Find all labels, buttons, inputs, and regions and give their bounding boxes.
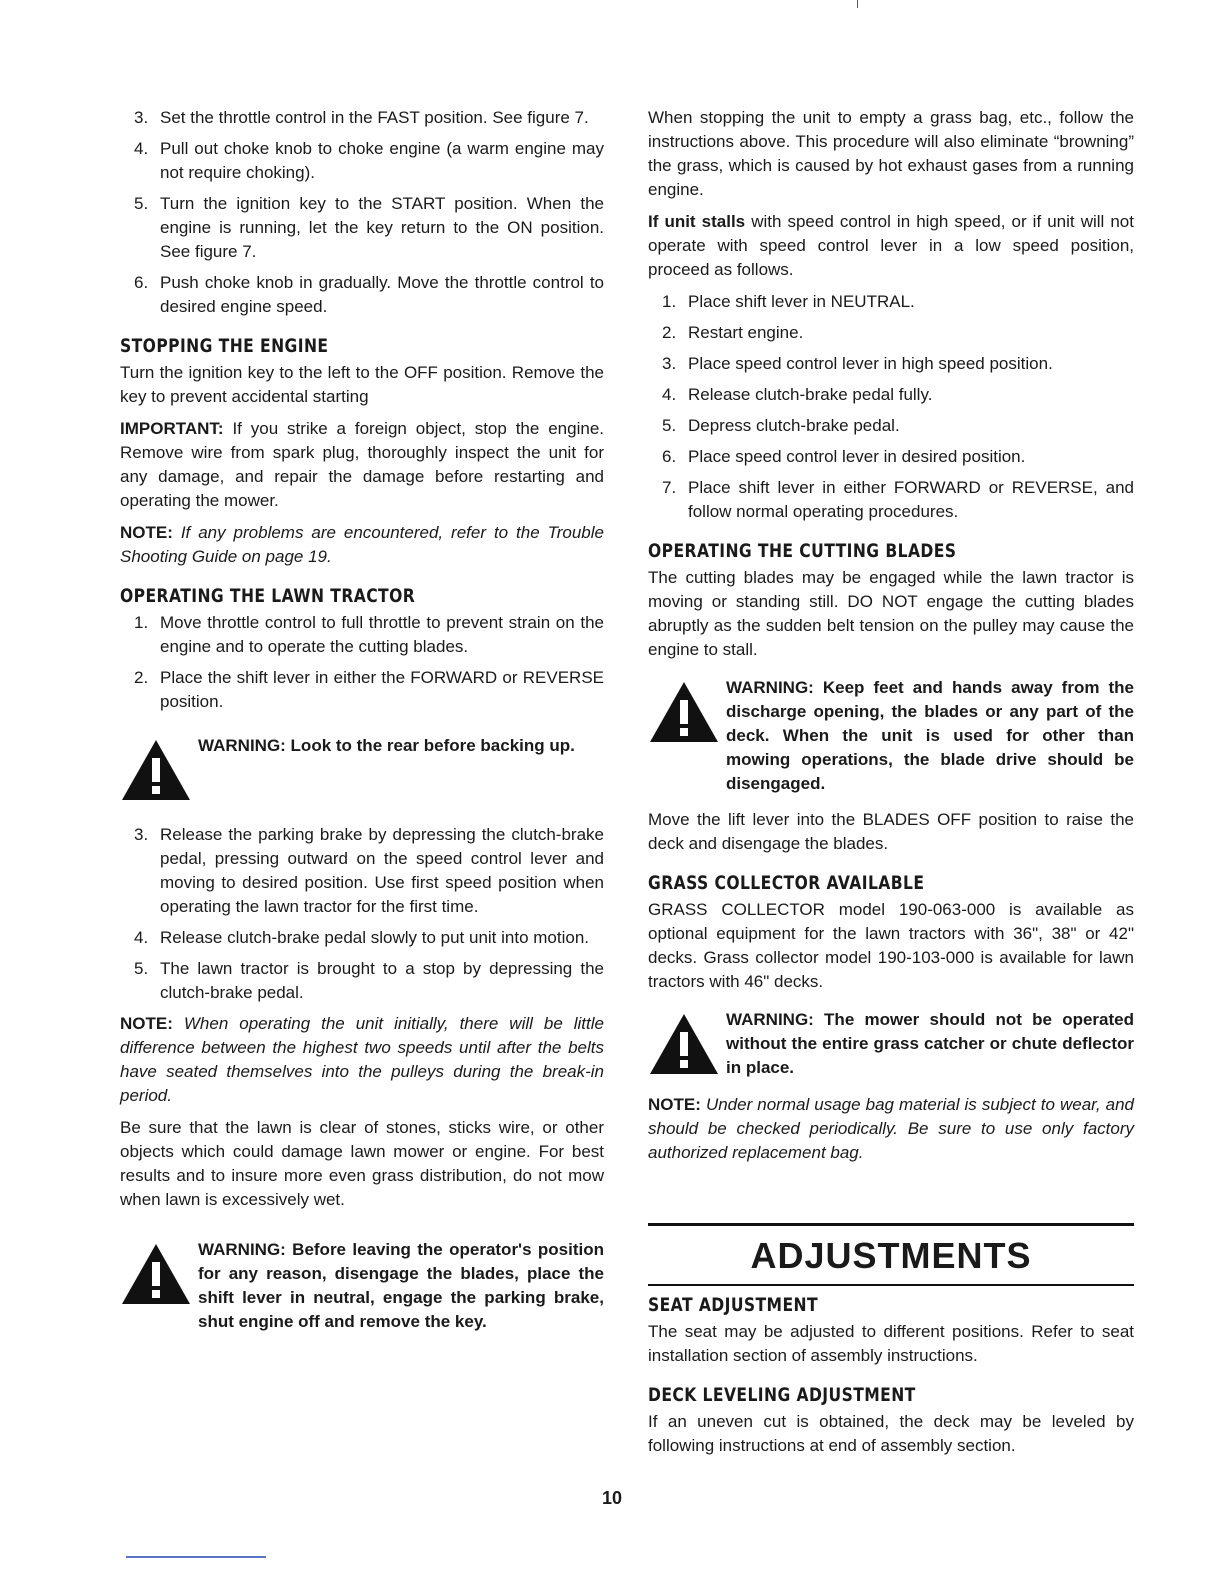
deck-text: If an uneven cut is obtained, the deck may be leveled by following instructions at end of assembly section. <box>648 1412 1134 1455</box>
list-item: 5. Turn the ignition key to the START position. When the engine is running, let the key return to the ON position. See figure 7. <box>134 194 604 261</box>
warning-leaving: WARNING: Before leaving the operator's position for any reason, disengage the blades, place the shift lever in neutral, engage the parking brake, shut engine off and remove the key. <box>120 1238 604 1334</box>
warning-triangle-icon <box>120 738 198 807</box>
deck-heading: DECK LEVELING ADJUSTMENT <box>648 1384 916 1406</box>
list-item: 5. Depress clutch-brake pedal. <box>662 416 900 435</box>
list-item: 6. Place speed control lever in desired position. <box>662 447 1026 466</box>
important-paragraph: IMPORTANT: If you strike a foreign object, stop the engine. Remove wire from spark plug, thoroughly inspect the unit for any damage, and repair the damage before restarting and operating the mower. <box>120 419 604 510</box>
list-item: 1. Place shift lever in NEUTRAL. <box>662 292 915 311</box>
list-item: 7. Place shift lever in either FORWARD or REVERSE, and follow normal operating procedures. <box>662 478 1134 521</box>
warning-blades: WARNING: Keep feet and hands away from the discharge opening, the blades or any part of the deck. When the unit is used for other than mowing operations, the blade drive should be disengaged. <box>648 676 1134 796</box>
list-item: 4. Release clutch-brake pedal slowly to put unit into motion. <box>134 928 590 947</box>
left-column <box>120 106 604 1346</box>
warning-triangle-icon <box>648 1012 726 1081</box>
operating-heading: OPERATING THE LAWN TRACTOR <box>120 585 416 607</box>
divider <box>648 1284 1134 1286</box>
list-item: 3. Release the parking brake by depressing the clutch-brake pedal, pressing outward on the speed control lever and moving to desired position. Use first speed position when operating the lawn tractor for the first time. <box>134 825 604 916</box>
stall-steps <box>648 290 1134 524</box>
page-number: 10 <box>601 1488 623 1508</box>
lawn-clear-text: Be sure that the lawn is clear of stones, sticks wire, or other objects which could damage lawn mower or engine. For best results and to insure more even grass distribution, do not mow when lawn is excessively wet. <box>120 1118 604 1209</box>
list-item: 1. Move throttle control to full throttle to prevent strain on the engine and to operate the cutting blades. <box>134 613 604 656</box>
list-item: 4. Pull out choke knob to choke engine (a warm engine may not require choking). <box>134 139 604 182</box>
warning-collector: WARNING: The mower should not be operated without the entire grass catcher or chute deflector in place. <box>648 1008 1134 1081</box>
operating-steps-a <box>120 611 604 714</box>
operating-steps-b <box>120 823 604 1005</box>
stalls-paragraph: If unit stalls with speed control in high speed, or if unit will not operate with speed control lever in a low speed position, proceed as follows. <box>648 212 1134 279</box>
list-item: 2. Restart engine. <box>662 323 804 342</box>
collector-heading: GRASS COLLECTOR AVAILABLE <box>648 872 925 894</box>
start-steps <box>120 106 604 319</box>
stopping-heading: STOPPING THE ENGINE <box>120 335 329 357</box>
warning-triangle-icon <box>120 1242 198 1311</box>
list-item: 2. Place the shift lever in either the FORWARD or REVERSE position. <box>134 668 604 711</box>
stopping-text: Turn the ignition key to the left to the OFF position. Remove the key to prevent accidental starting <box>120 363 604 406</box>
stop-unit-text: When stopping the unit to empty a grass bag, etc., follow the instructions above. This procedure will also eliminate “browning” the grass, which is caused by hot exhaust gases from a running engine. <box>648 108 1134 199</box>
list-item: 6. Push choke knob in gradually. Move the throttle control to desired engine speed. <box>134 273 604 316</box>
list-item: 4. Release clutch-brake pedal fully. <box>662 385 933 404</box>
list-item: 3. Place speed control lever in high speed position. <box>662 354 1053 373</box>
warning-backing: WARNING: Look to the rear before backing up. <box>120 734 604 807</box>
collector-text: GRASS COLLECTOR model 190-063-000 is available as optional equipment for the lawn tractors with 36", 38" or 42" decks. Grass collector model 190-103-000 is available for lawn tractors with 46" decks. <box>648 900 1134 991</box>
seat-heading: SEAT ADJUSTMENT <box>648 1294 819 1316</box>
list-item: 5. The lawn tractor is brought to a stop by depressing the clutch-brake pedal. <box>134 959 604 1002</box>
note-paragraph: NOTE: Under normal usage bag material is subject to wear, and should be checked periodically. Be sure to use only factory authorized replacement bag. <box>648 1095 1134 1162</box>
seat-text: The seat may be adjusted to different positions. Refer to seat installation section of assembly instructions. <box>648 1322 1134 1365</box>
list-item: 3. Set the throttle control in the FAST position. See figure 7. <box>134 108 589 127</box>
blades-heading: OPERATING THE CUTTING BLADES <box>648 540 957 562</box>
right-column <box>648 106 1134 1466</box>
warning-triangle-icon <box>648 680 726 749</box>
adjustments-title: ADJUSTMENTS <box>750 1235 1032 1276</box>
scan-mark <box>857 0 858 8</box>
adjustments-section <box>648 1223 1134 1458</box>
footer-rule <box>126 1556 266 1558</box>
note-paragraph: NOTE: If any problems are encountered, refer to the Trouble Shooting Guide on page 19. <box>120 523 604 566</box>
blades-text: The cutting blades may be engaged while the lawn tractor is moving or standing still. DO NOT engage the cutting blades abruptly as the sudden belt tension on the pulley may cause the engine to stall. <box>648 568 1134 659</box>
divider <box>648 1223 1134 1226</box>
lift-lever-text: Move the lift lever into the BLADES OFF position to raise the deck and disengage the blades. <box>648 810 1134 853</box>
note-paragraph: NOTE: When operating the unit initially, there will be little difference between the highest two speeds until after the belts have seated themselves into the pulleys during the break-in period. <box>120 1014 604 1105</box>
